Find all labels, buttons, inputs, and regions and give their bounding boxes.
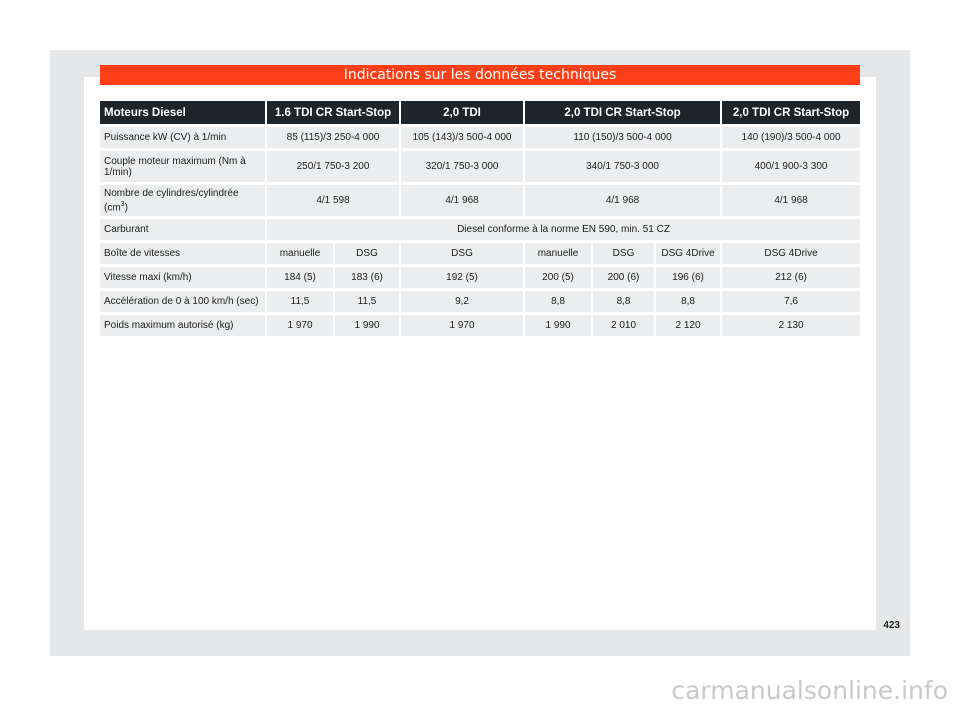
table-cell: 250/1 750-3 200 — [266, 150, 400, 184]
table-cell: 183 (6) — [334, 266, 400, 290]
row-label: Boîte de vitesses — [100, 242, 266, 266]
row-label: Puissance kW (CV) à 1/min — [100, 126, 266, 150]
row-label: Accélération de 0 à 100 km/h (sec) — [100, 290, 266, 314]
table-row — [100, 266, 860, 290]
table-cell: 8,8 — [524, 290, 592, 314]
table-cell: 8,8 — [592, 290, 655, 314]
table-cell: 1 990 — [524, 314, 592, 337]
table-cell: manuelle — [266, 242, 334, 266]
table-cell: 184 (5) — [266, 266, 334, 290]
row-label: Couple moteur maximum (Nm à 1/min) — [100, 150, 266, 184]
table-row — [100, 290, 860, 314]
table-cell: 4/1 968 — [524, 184, 721, 218]
table-row — [100, 126, 860, 150]
table-cell: 200 (6) — [592, 266, 655, 290]
table-cell: 2 120 — [655, 314, 721, 337]
table-row — [100, 150, 860, 184]
header-col-1: 1.6 TDI CR Start-Stop — [266, 101, 400, 126]
row-label: Vitesse maxi (km/h) — [100, 266, 266, 290]
table-cell: DSG — [592, 242, 655, 266]
section-title: Indications sur les données techniques — [100, 65, 860, 85]
row-label: Poids maximum autorisé (kg) — [100, 314, 266, 337]
table-cell: Diesel conforme à la norme EN 590, min. 51 CZ — [266, 218, 860, 242]
table-cell: manuelle — [524, 242, 592, 266]
header-col-2: 2,0 TDI — [400, 101, 524, 126]
table-cell: 2 130 — [721, 314, 860, 337]
header-col-4: 2,0 TDI CR Start-Stop — [721, 101, 860, 126]
table-cell: 2 010 — [592, 314, 655, 337]
table-cell: 4/1 968 — [400, 184, 524, 218]
table-cell: 1 990 — [334, 314, 400, 337]
page-number: 423 — [883, 620, 900, 631]
table-cell: 200 (5) — [524, 266, 592, 290]
table-header-row — [100, 101, 860, 126]
table-row — [100, 242, 860, 266]
row-label-sup: 3 — [120, 200, 125, 208]
table-cell: DSG — [334, 242, 400, 266]
row-label-end: ) — [124, 202, 128, 214]
table-cell: 4/1 598 — [266, 184, 400, 218]
table-cell: 85 (115)/3 250-4 000 — [266, 126, 400, 150]
table-cell: 212 (6) — [721, 266, 860, 290]
table-cell: 320/1 750-3 000 — [400, 150, 524, 184]
table-cell: 1 970 — [266, 314, 334, 337]
spec-table — [100, 101, 860, 336]
table-row — [100, 314, 860, 337]
table-cell: 110 (150)/3 500-4 000 — [524, 126, 721, 150]
table-cell: 400/1 900-3 300 — [721, 150, 860, 184]
table-cell: DSG 4Drive — [721, 242, 860, 266]
table-cell: 196 (6) — [655, 266, 721, 290]
table-cell: 8,8 — [655, 290, 721, 314]
table-cell: 11,5 — [266, 290, 334, 314]
table-cell: 340/1 750-3 000 — [524, 150, 721, 184]
table-cell: 7,6 — [721, 290, 860, 314]
table-row — [100, 184, 860, 218]
header-engines: Moteurs Diesel — [100, 101, 266, 126]
row-label — [100, 184, 266, 218]
table-cell: 1 970 — [400, 314, 524, 337]
table-cell: 140 (190)/3 500-4 000 — [721, 126, 860, 150]
row-label-text: Nombre de cylindres/cylindrée (cm — [104, 187, 239, 214]
table-cell: 11,5 — [334, 290, 400, 314]
table-cell: DSG — [400, 242, 524, 266]
table-cell: 192 (5) — [400, 266, 524, 290]
table-cell: 9,2 — [400, 290, 524, 314]
table-row — [100, 218, 860, 242]
site-watermark: carmanualsonline.info — [671, 676, 948, 705]
table-cell: 105 (143)/3 500-4 000 — [400, 126, 524, 150]
row-label: Carburant — [100, 218, 266, 242]
table-cell: DSG 4Drive — [655, 242, 721, 266]
table-cell: 4/1 968 — [721, 184, 860, 218]
header-col-3: 2,0 TDI CR Start-Stop — [524, 101, 721, 126]
